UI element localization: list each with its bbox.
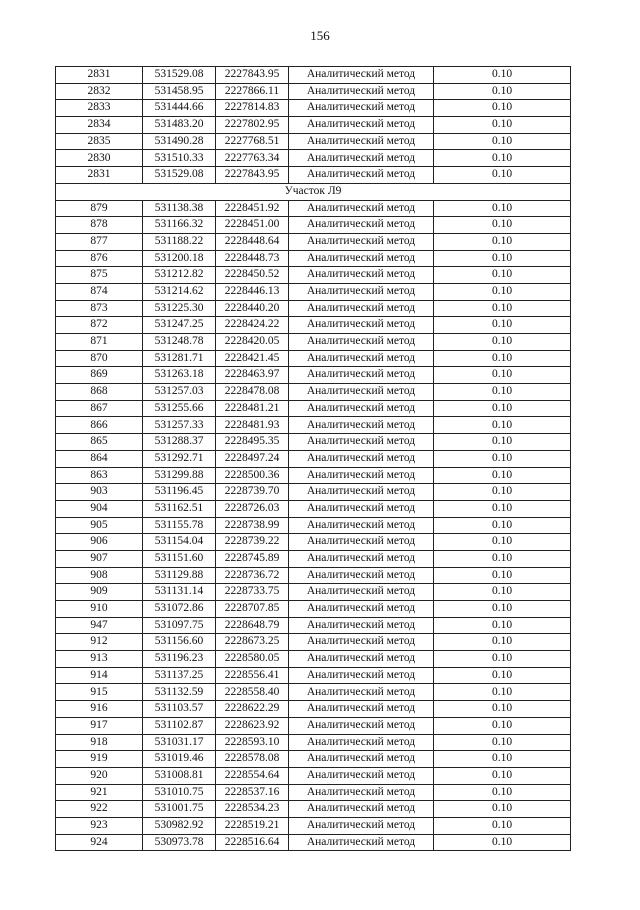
- x-coordinate-cell: 531138.38: [143, 200, 216, 217]
- accuracy-cell: 0.10: [434, 651, 571, 668]
- accuracy-cell: 0.10: [434, 550, 571, 567]
- x-coordinate-cell: 531151.60: [143, 550, 216, 567]
- y-coordinate-cell: 2228451.92: [216, 200, 289, 217]
- accuracy-cell: 0.10: [434, 267, 571, 284]
- table-row: [56, 267, 571, 284]
- x-coordinate-cell: 531247.25: [143, 317, 216, 334]
- point-number-cell: 2834: [56, 117, 143, 134]
- method-cell: Аналитический метод: [289, 767, 434, 784]
- point-number-cell: 2831: [56, 167, 143, 184]
- x-coordinate-cell: 531255.66: [143, 400, 216, 417]
- point-number-cell: 920: [56, 767, 143, 784]
- x-coordinate-cell: 531102.87: [143, 717, 216, 734]
- point-number-cell: 917: [56, 717, 143, 734]
- table-row: [56, 167, 571, 184]
- table-row: [56, 534, 571, 551]
- method-cell: Аналитический метод: [289, 467, 434, 484]
- x-coordinate-cell: 531292.71: [143, 450, 216, 467]
- accuracy-cell: 0.10: [434, 317, 571, 334]
- accuracy-cell: 0.10: [434, 167, 571, 184]
- x-coordinate-cell: 531166.32: [143, 217, 216, 234]
- y-coordinate-cell: 2228554.64: [216, 767, 289, 784]
- point-number-cell: 947: [56, 617, 143, 634]
- x-coordinate-cell: 531458.95: [143, 83, 216, 100]
- accuracy-cell: 0.10: [434, 83, 571, 100]
- point-number-cell: 878: [56, 217, 143, 234]
- accuracy-cell: 0.10: [434, 217, 571, 234]
- y-coordinate-cell: 2228516.64: [216, 834, 289, 851]
- section-header-body: [56, 183, 571, 200]
- y-coordinate-cell: 2228495.35: [216, 434, 289, 451]
- method-cell: Аналитический метод: [289, 734, 434, 751]
- section-header-row: [56, 183, 571, 200]
- point-number-cell: 903: [56, 484, 143, 501]
- x-coordinate-cell: 531188.22: [143, 233, 216, 250]
- point-number-cell: 875: [56, 267, 143, 284]
- x-coordinate-cell: 531200.18: [143, 250, 216, 267]
- accuracy-cell: 0.10: [434, 767, 571, 784]
- point-number-cell: 913: [56, 651, 143, 668]
- method-cell: Аналитический метод: [289, 200, 434, 217]
- point-number-cell: 2833: [56, 100, 143, 117]
- table-row: [56, 83, 571, 100]
- y-coordinate-cell: 2228519.21: [216, 817, 289, 834]
- method-cell: Аналитический метод: [289, 300, 434, 317]
- method-cell: Аналитический метод: [289, 667, 434, 684]
- point-number-cell: 877: [56, 233, 143, 250]
- x-coordinate-cell: 531001.75: [143, 801, 216, 818]
- table-row: [56, 651, 571, 668]
- point-number-cell: 919: [56, 751, 143, 768]
- method-cell: Аналитический метод: [289, 751, 434, 768]
- method-cell: Аналитический метод: [289, 684, 434, 701]
- y-coordinate-cell: 2228580.05: [216, 651, 289, 668]
- method-cell: Аналитический метод: [289, 567, 434, 584]
- table-row: [56, 367, 571, 384]
- accuracy-cell: 0.10: [434, 450, 571, 467]
- table-row: [56, 217, 571, 234]
- accuracy-cell: 0.10: [434, 817, 571, 834]
- x-coordinate-cell: 531019.46: [143, 751, 216, 768]
- table-row: [56, 801, 571, 818]
- accuracy-cell: 0.10: [434, 434, 571, 451]
- y-coordinate-cell: 2228481.93: [216, 417, 289, 434]
- y-coordinate-cell: 2228739.70: [216, 484, 289, 501]
- x-coordinate-cell: 531257.33: [143, 417, 216, 434]
- point-number-cell: 876: [56, 250, 143, 267]
- method-cell: Аналитический метод: [289, 117, 434, 134]
- method-cell: Аналитический метод: [289, 801, 434, 818]
- y-coordinate-cell: 2228648.79: [216, 617, 289, 634]
- y-coordinate-cell: 2228726.03: [216, 500, 289, 517]
- table-row: [56, 517, 571, 534]
- x-coordinate-cell: 531214.62: [143, 283, 216, 300]
- method-cell: Аналитический метод: [289, 217, 434, 234]
- table-row: [56, 400, 571, 417]
- method-cell: Аналитический метод: [289, 267, 434, 284]
- method-cell: Аналитический метод: [289, 634, 434, 651]
- accuracy-cell: 0.10: [434, 350, 571, 367]
- y-coordinate-cell: 2228500.36: [216, 467, 289, 484]
- x-coordinate-cell: 531248.78: [143, 334, 216, 351]
- y-coordinate-cell: 2228450.52: [216, 267, 289, 284]
- point-number-cell: 2835: [56, 133, 143, 150]
- method-cell: Аналитический метод: [289, 517, 434, 534]
- method-cell: Аналитический метод: [289, 67, 434, 84]
- y-coordinate-cell: 2228481.21: [216, 400, 289, 417]
- accuracy-cell: 0.10: [434, 233, 571, 250]
- table-row: [56, 233, 571, 250]
- table-row: [56, 601, 571, 618]
- point-number-cell: 864: [56, 450, 143, 467]
- y-coordinate-cell: 2228558.40: [216, 684, 289, 701]
- point-number-cell: 912: [56, 634, 143, 651]
- point-number-cell: 869: [56, 367, 143, 384]
- table-row: [56, 701, 571, 718]
- method-cell: Аналитический метод: [289, 83, 434, 100]
- accuracy-cell: 0.10: [434, 801, 571, 818]
- point-number-cell: 907: [56, 550, 143, 567]
- x-coordinate-cell: 531129.88: [143, 567, 216, 584]
- y-coordinate-cell: 2227802.95: [216, 117, 289, 134]
- table-row: [56, 467, 571, 484]
- method-cell: Аналитический метод: [289, 150, 434, 167]
- y-coordinate-cell: 2228578.08: [216, 751, 289, 768]
- accuracy-cell: 0.10: [434, 384, 571, 401]
- x-coordinate-cell: 531510.33: [143, 150, 216, 167]
- y-coordinate-cell: 2228497.24: [216, 450, 289, 467]
- y-coordinate-cell: 2227814.83: [216, 100, 289, 117]
- point-number-cell: 2830: [56, 150, 143, 167]
- y-coordinate-cell: 2228534.23: [216, 801, 289, 818]
- y-coordinate-cell: 2228738.99: [216, 517, 289, 534]
- y-coordinate-cell: 2228448.64: [216, 233, 289, 250]
- method-cell: Аналитический метод: [289, 334, 434, 351]
- point-number-cell: 865: [56, 434, 143, 451]
- y-coordinate-cell: 2228736.72: [216, 567, 289, 584]
- accuracy-cell: 0.10: [434, 684, 571, 701]
- x-coordinate-cell: 530973.78: [143, 834, 216, 851]
- method-cell: Аналитический метод: [289, 167, 434, 184]
- point-number-cell: 904: [56, 500, 143, 517]
- point-number-cell: 866: [56, 417, 143, 434]
- table-row: [56, 784, 571, 801]
- point-number-cell: 905: [56, 517, 143, 534]
- accuracy-cell: 0.10: [434, 150, 571, 167]
- method-cell: Аналитический метод: [289, 617, 434, 634]
- method-cell: Аналитический метод: [289, 550, 434, 567]
- method-cell: Аналитический метод: [289, 384, 434, 401]
- x-coordinate-cell: 531196.45: [143, 484, 216, 501]
- method-cell: Аналитический метод: [289, 584, 434, 601]
- table-row: [56, 584, 571, 601]
- accuracy-cell: 0.10: [434, 117, 571, 134]
- x-coordinate-cell: 531103.57: [143, 701, 216, 718]
- y-coordinate-cell: 2228673.25: [216, 634, 289, 651]
- x-coordinate-cell: 531299.88: [143, 467, 216, 484]
- table-row: [56, 300, 571, 317]
- point-number-cell: 922: [56, 801, 143, 818]
- y-coordinate-cell: 2228478.08: [216, 384, 289, 401]
- x-coordinate-cell: 531444.66: [143, 100, 216, 117]
- point-number-cell: 871: [56, 334, 143, 351]
- point-number-cell: 909: [56, 584, 143, 601]
- accuracy-cell: 0.10: [434, 784, 571, 801]
- coordinates-table: [55, 66, 571, 851]
- x-coordinate-cell: 531490.28: [143, 133, 216, 150]
- table-row: [56, 434, 571, 451]
- x-coordinate-cell: 531132.59: [143, 684, 216, 701]
- y-coordinate-cell: 2228745.89: [216, 550, 289, 567]
- point-number-cell: 863: [56, 467, 143, 484]
- x-coordinate-cell: 531263.18: [143, 367, 216, 384]
- point-number-cell: 916: [56, 701, 143, 718]
- point-number-cell: 918: [56, 734, 143, 751]
- accuracy-cell: 0.10: [434, 701, 571, 718]
- point-number-cell: 868: [56, 384, 143, 401]
- table-row: [56, 334, 571, 351]
- y-coordinate-cell: 2228623.92: [216, 717, 289, 734]
- y-coordinate-cell: 2228622.29: [216, 701, 289, 718]
- x-coordinate-cell: 531131.14: [143, 584, 216, 601]
- method-cell: Аналитический метод: [289, 400, 434, 417]
- x-coordinate-cell: 531529.08: [143, 67, 216, 84]
- y-coordinate-cell: 2228733.75: [216, 584, 289, 601]
- point-number-cell: 906: [56, 534, 143, 551]
- y-coordinate-cell: 2227763.34: [216, 150, 289, 167]
- table-row: [56, 684, 571, 701]
- y-coordinate-cell: 2228707.85: [216, 601, 289, 618]
- point-number-cell: 915: [56, 684, 143, 701]
- accuracy-cell: 0.10: [434, 133, 571, 150]
- table-row: [56, 450, 571, 467]
- method-cell: Аналитический метод: [289, 350, 434, 367]
- accuracy-cell: 0.10: [434, 200, 571, 217]
- point-number-cell: 873: [56, 300, 143, 317]
- accuracy-cell: 0.10: [434, 734, 571, 751]
- method-cell: Аналитический метод: [289, 450, 434, 467]
- table-row: [56, 617, 571, 634]
- y-coordinate-cell: 2227866.11: [216, 83, 289, 100]
- table-row: [56, 717, 571, 734]
- method-cell: Аналитический метод: [289, 601, 434, 618]
- section-title: Участок Л9: [56, 183, 571, 200]
- x-coordinate-cell: 531162.51: [143, 500, 216, 517]
- table-row: [56, 100, 571, 117]
- table-row: [56, 350, 571, 367]
- method-cell: Аналитический метод: [289, 500, 434, 517]
- x-coordinate-cell: 531137.25: [143, 667, 216, 684]
- y-coordinate-cell: 2228463.97: [216, 367, 289, 384]
- accuracy-cell: 0.10: [434, 751, 571, 768]
- y-coordinate-cell: 2227843.95: [216, 167, 289, 184]
- y-coordinate-cell: 2228593.10: [216, 734, 289, 751]
- x-coordinate-cell: 531154.04: [143, 534, 216, 551]
- point-number-cell: 872: [56, 317, 143, 334]
- table-row: [56, 667, 571, 684]
- point-number-cell: 910: [56, 601, 143, 618]
- accuracy-cell: 0.10: [434, 67, 571, 84]
- accuracy-cell: 0.10: [434, 717, 571, 734]
- accuracy-cell: 0.10: [434, 601, 571, 618]
- accuracy-cell: 0.10: [434, 417, 571, 434]
- method-cell: Аналитический метод: [289, 784, 434, 801]
- x-coordinate-cell: 531225.30: [143, 300, 216, 317]
- x-coordinate-cell: 531529.08: [143, 167, 216, 184]
- point-number-cell: 867: [56, 400, 143, 417]
- method-cell: Аналитический метод: [289, 834, 434, 851]
- accuracy-cell: 0.10: [434, 634, 571, 651]
- table-row: [56, 767, 571, 784]
- accuracy-cell: 0.10: [434, 667, 571, 684]
- y-coordinate-cell: 2227768.51: [216, 133, 289, 150]
- method-cell: Аналитический метод: [289, 233, 434, 250]
- y-coordinate-cell: 2228739.22: [216, 534, 289, 551]
- y-coordinate-cell: 2228451.00: [216, 217, 289, 234]
- table-row: [56, 817, 571, 834]
- x-coordinate-cell: 531483.20: [143, 117, 216, 134]
- method-cell: Аналитический метод: [289, 701, 434, 718]
- accuracy-cell: 0.10: [434, 500, 571, 517]
- method-cell: Аналитический метод: [289, 434, 434, 451]
- x-coordinate-cell: 531008.81: [143, 767, 216, 784]
- table-row: [56, 317, 571, 334]
- method-cell: Аналитический метод: [289, 133, 434, 150]
- x-coordinate-cell: 530982.92: [143, 817, 216, 834]
- x-coordinate-cell: 531097.75: [143, 617, 216, 634]
- method-cell: Аналитический метод: [289, 417, 434, 434]
- x-coordinate-cell: 531288.37: [143, 434, 216, 451]
- method-cell: Аналитический метод: [289, 367, 434, 384]
- method-cell: Аналитический метод: [289, 317, 434, 334]
- accuracy-cell: 0.10: [434, 534, 571, 551]
- table-row: [56, 200, 571, 217]
- method-cell: Аналитический метод: [289, 100, 434, 117]
- point-number-cell: 921: [56, 784, 143, 801]
- accuracy-cell: 0.10: [434, 467, 571, 484]
- x-coordinate-cell: 531031.17: [143, 734, 216, 751]
- point-number-cell: 914: [56, 667, 143, 684]
- table-row: [56, 567, 571, 584]
- x-coordinate-cell: 531155.78: [143, 517, 216, 534]
- table-body-after-section: [56, 200, 571, 851]
- table-row: [56, 484, 571, 501]
- method-cell: Аналитический метод: [289, 250, 434, 267]
- table-row: [56, 283, 571, 300]
- table-row: [56, 834, 571, 851]
- accuracy-cell: 0.10: [434, 484, 571, 501]
- y-coordinate-cell: 2228446.13: [216, 283, 289, 300]
- method-cell: Аналитический метод: [289, 651, 434, 668]
- method-cell: Аналитический метод: [289, 534, 434, 551]
- y-coordinate-cell: 2228448.73: [216, 250, 289, 267]
- point-number-cell: 908: [56, 567, 143, 584]
- point-number-cell: 2832: [56, 83, 143, 100]
- point-number-cell: 923: [56, 817, 143, 834]
- table-row: [56, 117, 571, 134]
- x-coordinate-cell: 531156.60: [143, 634, 216, 651]
- point-number-cell: 924: [56, 834, 143, 851]
- table-row: [56, 384, 571, 401]
- x-coordinate-cell: 531257.03: [143, 384, 216, 401]
- accuracy-cell: 0.10: [434, 517, 571, 534]
- accuracy-cell: 0.10: [434, 400, 571, 417]
- x-coordinate-cell: 531281.71: [143, 350, 216, 367]
- accuracy-cell: 0.10: [434, 567, 571, 584]
- method-cell: Аналитический метод: [289, 817, 434, 834]
- table-row: [56, 500, 571, 517]
- x-coordinate-cell: 531212.82: [143, 267, 216, 284]
- accuracy-cell: 0.10: [434, 834, 571, 851]
- y-coordinate-cell: 2228556.41: [216, 667, 289, 684]
- accuracy-cell: 0.10: [434, 250, 571, 267]
- y-coordinate-cell: 2228421.45: [216, 350, 289, 367]
- point-number-cell: 879: [56, 200, 143, 217]
- table-row: [56, 150, 571, 167]
- x-coordinate-cell: 531196.23: [143, 651, 216, 668]
- accuracy-cell: 0.10: [434, 617, 571, 634]
- y-coordinate-cell: 2228424.22: [216, 317, 289, 334]
- table-row: [56, 550, 571, 567]
- accuracy-cell: 0.10: [434, 283, 571, 300]
- table-body-before-section: [56, 67, 571, 184]
- point-number-cell: 2831: [56, 67, 143, 84]
- accuracy-cell: 0.10: [434, 300, 571, 317]
- table-row: [56, 67, 571, 84]
- table-row: [56, 417, 571, 434]
- table-row: [56, 734, 571, 751]
- accuracy-cell: 0.10: [434, 367, 571, 384]
- y-coordinate-cell: 2227843.95: [216, 67, 289, 84]
- y-coordinate-cell: 2228420.05: [216, 334, 289, 351]
- x-coordinate-cell: 531072.86: [143, 601, 216, 618]
- method-cell: Аналитический метод: [289, 283, 434, 300]
- method-cell: Аналитический метод: [289, 717, 434, 734]
- table-row: [56, 250, 571, 267]
- method-cell: Аналитический метод: [289, 484, 434, 501]
- table-row: [56, 634, 571, 651]
- table-row: [56, 133, 571, 150]
- x-coordinate-cell: 531010.75: [143, 784, 216, 801]
- accuracy-cell: 0.10: [434, 584, 571, 601]
- y-coordinate-cell: 2228537.16: [216, 784, 289, 801]
- page-number: 156: [310, 28, 330, 43]
- accuracy-cell: 0.10: [434, 100, 571, 117]
- accuracy-cell: 0.10: [434, 334, 571, 351]
- y-coordinate-cell: 2228440.20: [216, 300, 289, 317]
- table-row: [56, 751, 571, 768]
- point-number-cell: 870: [56, 350, 143, 367]
- point-number-cell: 874: [56, 283, 143, 300]
